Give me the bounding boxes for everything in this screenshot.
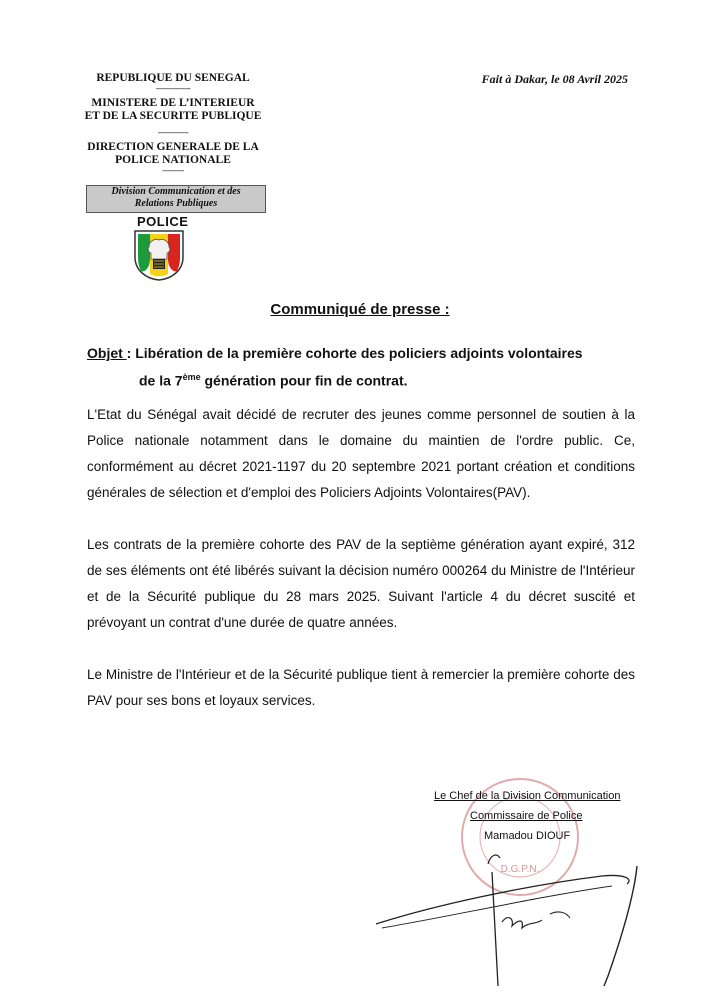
subject-text-2a: de la 7 (139, 372, 183, 389)
separator: ---------- (162, 166, 184, 175)
subject (87, 341, 647, 393)
letterhead (78, 72, 268, 175)
date-line: Fait à Dakar, le 08 Avril 2025 (481, 72, 628, 86)
paragraph-2: Les contrats de la première cohorte des PAV de la septième génération ayant expiré, 312 de ses éléments ont été libérés suivant la décision numéro 000264 du Ministre de l'Intérieur et de la Sécurité publique du 28 mars 2025. Suivant l'article 4 du décret suscité et prévoyant un contrat d'une durée de quatre années. (87, 537, 635, 630)
subject-text-2b: génération pour fin de contrat. (200, 372, 408, 389)
direction-line-2: POLICE NATIONALE (115, 154, 231, 166)
handwritten-signature-icon (372, 836, 662, 996)
country-name: REPUBLIQUE DU SENEGAL (96, 72, 250, 84)
ministry-line-1: MINISTERE DE L’INTERIEUR (91, 97, 255, 109)
page-title: Communiqué de presse : (270, 301, 450, 318)
subject-text-1: Libération de la première cohorte des policiers adjoints volontaires (131, 345, 583, 361)
police-emblem-icon (131, 227, 187, 281)
paragraph-1: L'Etat du Sénégal avait décidé de recruter des jeunes comme personnel de soutien à la Police nationale notamment dans le domaine du maintien de l'ordre public. Ce, conformément au décret 2021-1197 du 20 septembre 2021 portant création et conditions générales de sélection et d'emploi des Policiers Adjoints Volontaires(PAV). (87, 407, 635, 500)
paragraph-3: Le Ministre de l'Intérieur et de la Sécurité publique tient à remercier la première cohorte des PAV pour ses bons et loyaux services. (87, 667, 635, 708)
division-box (86, 185, 266, 213)
subject-label: Objet (87, 345, 127, 361)
signatory-rank: Commissaire de Police (470, 810, 583, 822)
separator: ---------------- (155, 84, 191, 93)
subject-superscript: ème (182, 372, 201, 382)
stamp-bottom-text: D.G.P.N. (500, 864, 540, 875)
signatory-title: Le Chef de la Division Communication (434, 790, 621, 802)
subject-colon: : (126, 345, 132, 361)
division-line-2: Relations Publiques (134, 198, 218, 209)
police-label: POLICE (137, 214, 189, 229)
subject-line-1 (87, 341, 647, 365)
ministry-line-2: ET DE LA SECURITE PUBLIQUE (84, 110, 262, 122)
subject-line-2 (87, 365, 647, 393)
division-line-1: Division Communication et des (111, 186, 241, 197)
separator: -------------- (157, 128, 189, 137)
signatory-name: Mamadou DIOUF (484, 830, 571, 842)
direction-line-1: DIRECTION GENERALE DE LA (87, 141, 259, 153)
